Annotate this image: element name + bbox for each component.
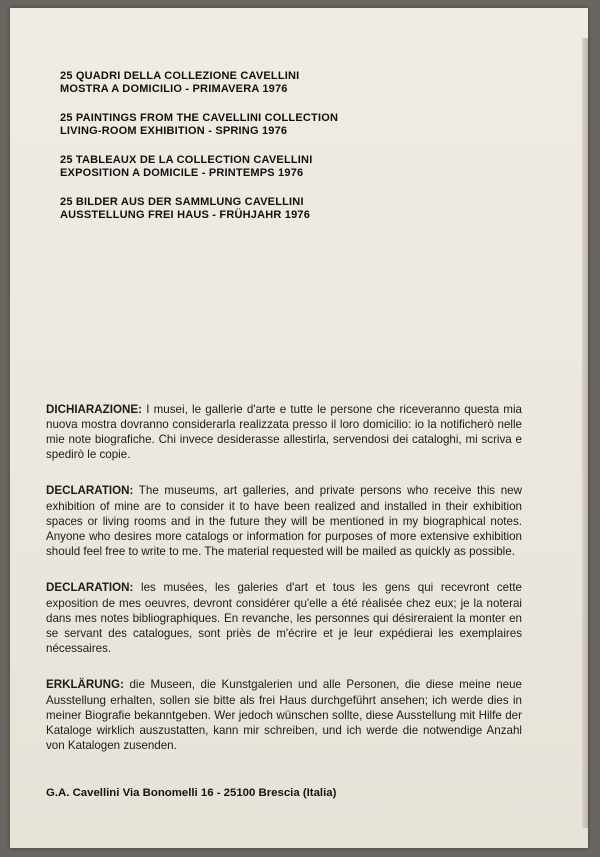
title-section <box>60 70 480 238</box>
declaration-heading: DECLARATION: <box>46 484 134 498</box>
footer-address: G.A. Cavellini Via Bonomelli 16 - 25100 Brescia (Italia) <box>46 787 337 799</box>
title-line: MOSTRA A DOMICILIO - PRIMAVERA 1976 <box>60 83 288 95</box>
title-line: AUSSTELLUNG FREI HAUS - FRÜHJAHR 1976 <box>60 209 311 221</box>
declaration-text: The museums, art galleries, and private persons who receive this new exhibition of mine are to consider it to have been realized and installed in their exhibition spaces or living rooms and in the future they will be mentioned in my biographical notes. Anyone who desires more catalogs or information for purposes of more extensive exhibition should feel free to write to me. The material requested will be mailed as quickly as possible. <box>46 484 522 559</box>
declaration-italian <box>46 402 522 463</box>
title-french <box>60 154 480 180</box>
title-line: 25 BILDER AUS DER SAMMLUNG CAVELLINI <box>60 196 304 208</box>
title-line: 25 PAINTINGS FROM THE CAVELLINI COLLECTION <box>60 112 339 124</box>
declaration-heading: DECLARATION: <box>46 581 134 595</box>
title-german <box>60 196 480 222</box>
declaration-text: les musées, les galeries d'art et tous les gens qui recevront cette exposition de mes oeuvres, devront considérer qu'elle a été réalisée chez eux; je la noterai dans mes notes bibliographiques. En revanche, les personnes qui désireraient la monter en se servant des catalogues, sont priès de m'écrire et je leur expédierai les exemplaires nécessaires. <box>46 581 522 656</box>
document-page <box>10 8 588 848</box>
declarations-section <box>46 390 522 774</box>
title-english <box>60 112 480 138</box>
title-italian <box>60 70 480 96</box>
page-edge <box>582 38 588 828</box>
declaration-text: die Museen, die Kunstgalerien und alle Personen, die diese meine neue Ausstellung erhalten, sollen sie bitte als frei Haus durchgeführt ansehen; ich werde dies in meiner Biografie bekanntgeben. Wer jedoch wünschen sollte, diese Ausstellung mit Hilfe der Kataloge wirklich auszustatten, kann mir schreiben, und ich werde die notwendige Anzahl von Katalogen zusenden. <box>46 678 522 753</box>
declaration-english <box>46 483 522 559</box>
title-line: 25 TABLEAUX DE LA COLLECTION CAVELLINI <box>60 154 313 166</box>
title-line: EXPOSITION A DOMICILE - PRINTEMPS 1976 <box>60 167 304 179</box>
declaration-german <box>46 677 522 753</box>
declaration-french <box>46 580 522 656</box>
title-line: 25 QUADRI DELLA COLLEZIONE CAVELLINI <box>60 70 300 82</box>
declaration-text: I musei, le gallerie d'arte e tutte le persone che riceveranno questa mia nuova mostra dovranno considerarla realizzata presso il loro domicilio: io la notificherò nelle mie note biografiche. Chi invece desiderasse allestirla, servendosi dei cataloghi, mi scriva e spedirò le copie. <box>46 402 522 462</box>
title-line: LIVING-ROOM EXHIBITION - SPRING 1976 <box>60 125 288 137</box>
declaration-heading: ERKLÄRUNG: <box>46 678 124 692</box>
declaration-heading: DICHIARAZIONE: <box>46 402 142 416</box>
